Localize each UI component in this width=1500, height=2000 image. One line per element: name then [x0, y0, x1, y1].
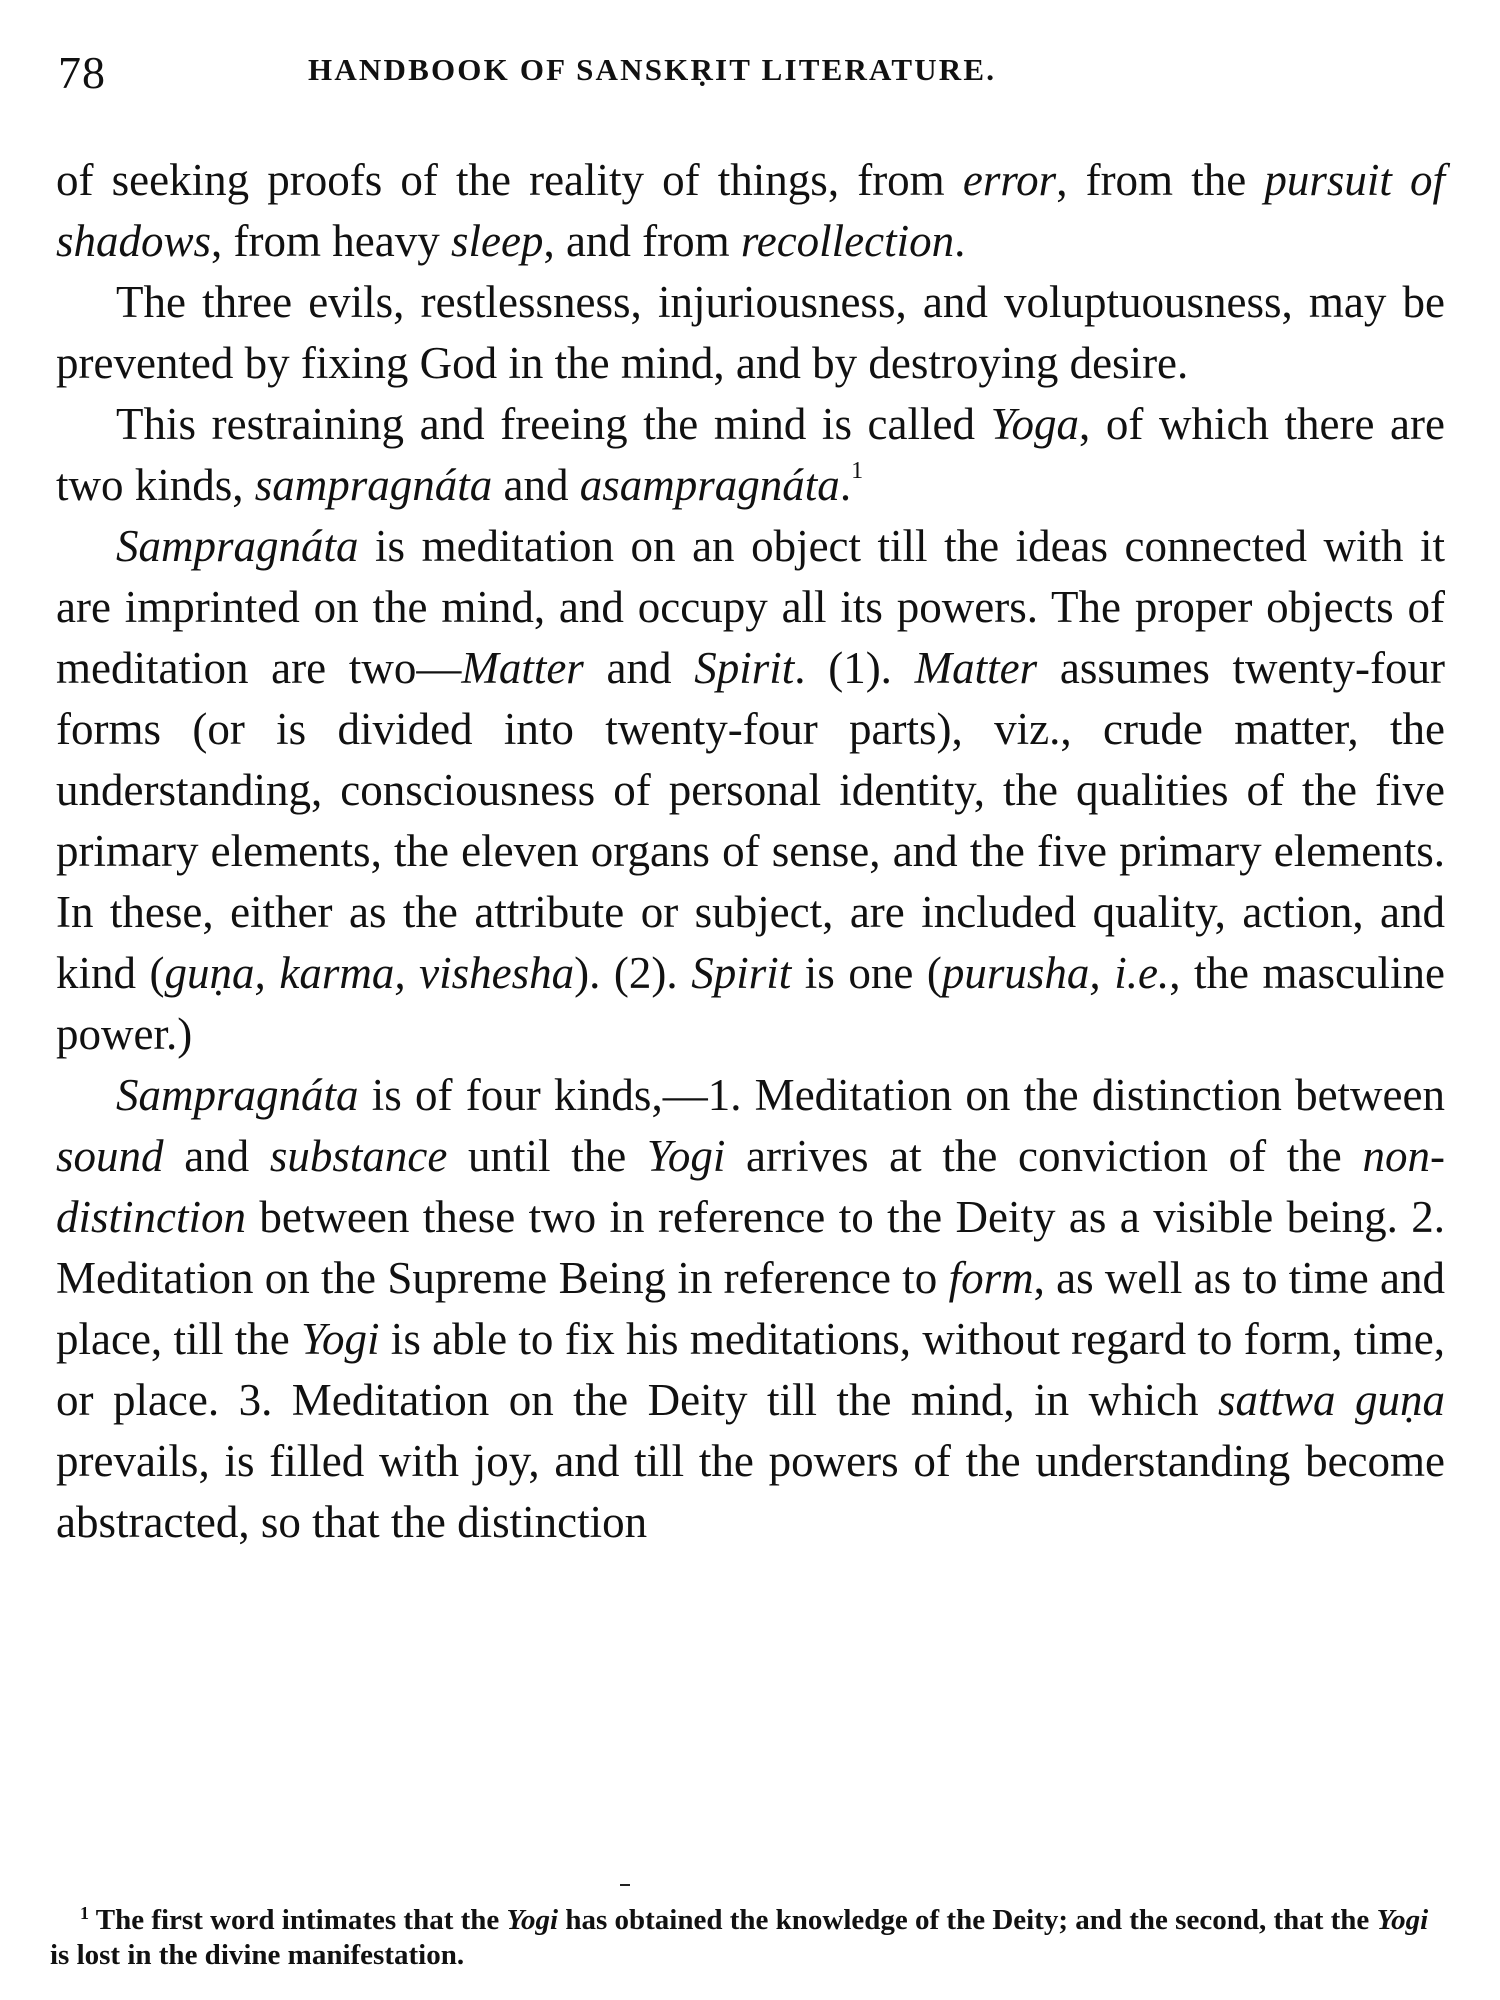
italic-term: Yogi	[1376, 1904, 1429, 1936]
paragraph	[56, 1065, 1445, 1553]
italic-term: Sampragnáta	[116, 1070, 359, 1120]
text-run: is able to fix his meditations, without regard to form, time, or place. 3. Meditation on the Deity till the mind, in which	[56, 1314, 1445, 1425]
text-run: is one (	[791, 948, 942, 998]
text-run: , the masculine power.)	[56, 948, 1445, 1059]
text-run: is lost in the divine manifestation.	[50, 1939, 465, 1971]
body-text	[56, 150, 1445, 1553]
text-run: has obtained the knowledge of the Deity; and the second, that the	[558, 1904, 1377, 1936]
text-run: The three evils, restlessness, injuriousness, and voluptuousness, may be prevented by fixing God in the mind, and by destroying desire.	[56, 277, 1445, 388]
text-run: The first word intimates that the	[89, 1904, 507, 1936]
italic-term: Yogi	[301, 1314, 380, 1364]
italic-term: Yogi	[646, 1131, 726, 1181]
running-head	[58, 46, 1445, 106]
italic-term: Spirit	[694, 643, 795, 693]
text-run: . (1).	[794, 643, 915, 693]
text-run: prevails, is filled with joy, and till the powers of the understanding become abstracted, so that the distinction	[56, 1436, 1445, 1547]
italic-term: asampragnáta	[579, 460, 840, 510]
text-run: , and from	[543, 216, 741, 266]
text-run: This restraining and freeing the mind is called	[116, 399, 991, 449]
footnote-divider-mark	[620, 1883, 630, 1887]
italic-term: sound	[56, 1131, 164, 1181]
italic-term: Sampragnáta	[116, 521, 359, 571]
italic-term: substance	[269, 1131, 448, 1181]
paragraph	[56, 150, 1445, 272]
paragraph	[56, 272, 1445, 394]
text-run: and	[492, 460, 580, 510]
text-run: is meditation on an object till the ideas connected with it are imprinted on the mind, and occupy all its powers. The proper objects of meditation are two—	[56, 521, 1445, 693]
text-run: , from heavy	[211, 216, 451, 266]
text-run: and	[163, 1131, 270, 1181]
text-run: of seeking proofs of the reality of things, from	[56, 155, 963, 205]
italic-term: Matter	[914, 643, 1038, 693]
italic-term: sleep	[450, 216, 544, 266]
text-run: , from the	[1056, 155, 1265, 205]
italic-term: error	[962, 155, 1057, 205]
text-run: arrives at the conviction of the	[725, 1131, 1363, 1181]
page-number: 78	[58, 47, 106, 98]
italic-term: sattwa guṇa	[1218, 1375, 1445, 1425]
italic-term: non-distinction	[56, 1131, 1445, 1242]
footnote	[50, 1903, 1445, 1973]
running-title: HANDBOOK OF SANSKṚIT LITERATURE.	[308, 52, 997, 87]
text-run: ). (2).	[574, 948, 692, 998]
text-run: until the	[447, 1131, 647, 1181]
italic-term: recollection	[740, 216, 955, 266]
italic-term: pursuit of shadows	[56, 155, 1445, 266]
text-run: .	[954, 216, 966, 266]
italic-term: purusha, i.e.	[941, 948, 1170, 998]
italic-term: Yogi	[506, 1904, 559, 1936]
text-run: , as well as to time and place, till the	[56, 1253, 1445, 1364]
footnote-marker: 1	[851, 458, 864, 484]
italic-term: Spirit	[691, 948, 792, 998]
text-run: is of four kinds,—1. Meditation on the distinction between	[358, 1070, 1445, 1120]
italic-term: sampragnáta	[254, 460, 493, 510]
text-run: assumes twenty-four forms (or is divided into twenty-four parts), viz., crude matter, the understanding, consciousness of personal identity, the qualities of the five primary elements, the eleven organs of sense, and the five primary elements. In these, either as the attribute or subject, are included quality, action, and kind (	[56, 643, 1445, 998]
text-run: .	[839, 460, 852, 510]
footnote-marker: 1	[80, 1903, 89, 1923]
text-run: , of which there are two kinds,	[56, 399, 1445, 510]
italic-term: guṇa, karma, vishesha	[164, 948, 575, 998]
italic-term: Yoga	[990, 399, 1079, 449]
text-run: between these two in reference to the Deity as a visible being. 2. Meditation on the Supreme Being in reference to	[56, 1192, 1445, 1303]
italic-term: Matter	[461, 643, 584, 693]
paragraph	[56, 394, 1445, 516]
text-run: and	[583, 643, 695, 693]
paragraph	[56, 516, 1445, 1065]
italic-term: form	[948, 1253, 1034, 1303]
